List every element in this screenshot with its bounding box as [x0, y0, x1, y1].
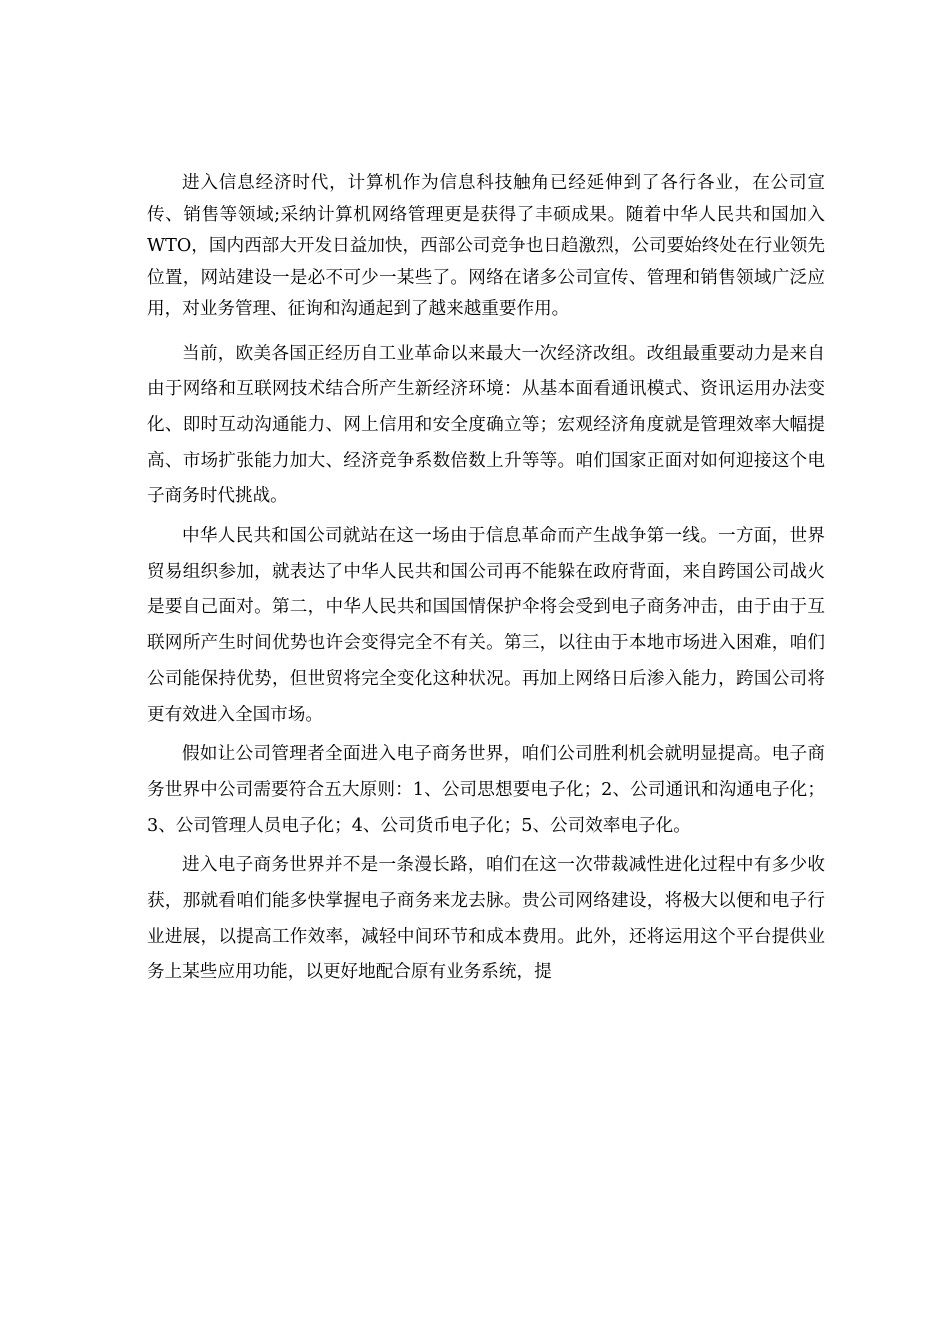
paragraph-2: 当前，欧美各国正经历自工业革命以来最大一次经济改组。改组最重要动力是来自由于网络和互联网技术结合所产生新经济环境：从基本面看通讯模式、资讯运用办法变化、即时互动沟通能力、网上信用和安全度确立等；宏观经济角度就是管理效率大幅提高、市场扩张能力加大、经济竞争系数倍数上升等等。咱们国家正面对如何迎接这个电子商务时代挑战。	[147, 343, 825, 507]
paragraph-4: 假如让公司管理者全面进入电子商务世界，咱们公司胜利机会就明显提高。电子商务世界中公司需要符合五大原则：1、公司思想要电子化；2、公司通讯和沟通电子化；3、公司管理人员电子化；4、公司货币电子化；5、公司效率电子化。	[147, 744, 825, 836]
document-body	[147, 168, 825, 995]
paragraph-3: 中华人民共和国公司就站在这一场由于信息革命而产生战争第一线。一方面，世界贸易组织参加，就表达了中华人民共和国公司再不能躲在政府背面，来自跨国公司战火是要自己面对。第二，中华人民共和国国情保护伞将会受到电子商务冲击，由于由于互联网所产生时间优势也许会变得完全不有关。第三，以往由于本地市场进入困难，咱们公司能保持优势，但世贸将完全变化这种状况。再加上网络日后渗入能力，跨国公司将更有效进入全国市场。	[147, 526, 825, 725]
paragraph-1: 进入信息经济时代，计算机作为信息科技触角已经延伸到了各行各业，在公司宣传、销售等领域;采纳计算机网络管理更是获得了丰硕成果。随着中华人民共和国加入WTO，国内西部大开发日益加快，西部公司竞争也日趋激烈，公司要始终处在行业领先位置，网站建设一是必不可少一某些了。网络在诸多公司宣传、管理和销售领域广泛应用，对业务管理、征询和沟通起到了越来越重要作用。	[147, 173, 825, 319]
paragraph-5: 进入电子商务世界并不是一条漫长路，咱们在这一次带裁减性进化过程中有多少收获，那就看咱们能多快掌握电子商务来龙去脉。贵公司网络建设，将极大以便和电子行业进展，以提高工作效率，减轻中间环节和成本费用。此外，还将运用这个平台提供业务上某些应用功能，以更好地配合原有业务系统，提	[147, 855, 825, 983]
